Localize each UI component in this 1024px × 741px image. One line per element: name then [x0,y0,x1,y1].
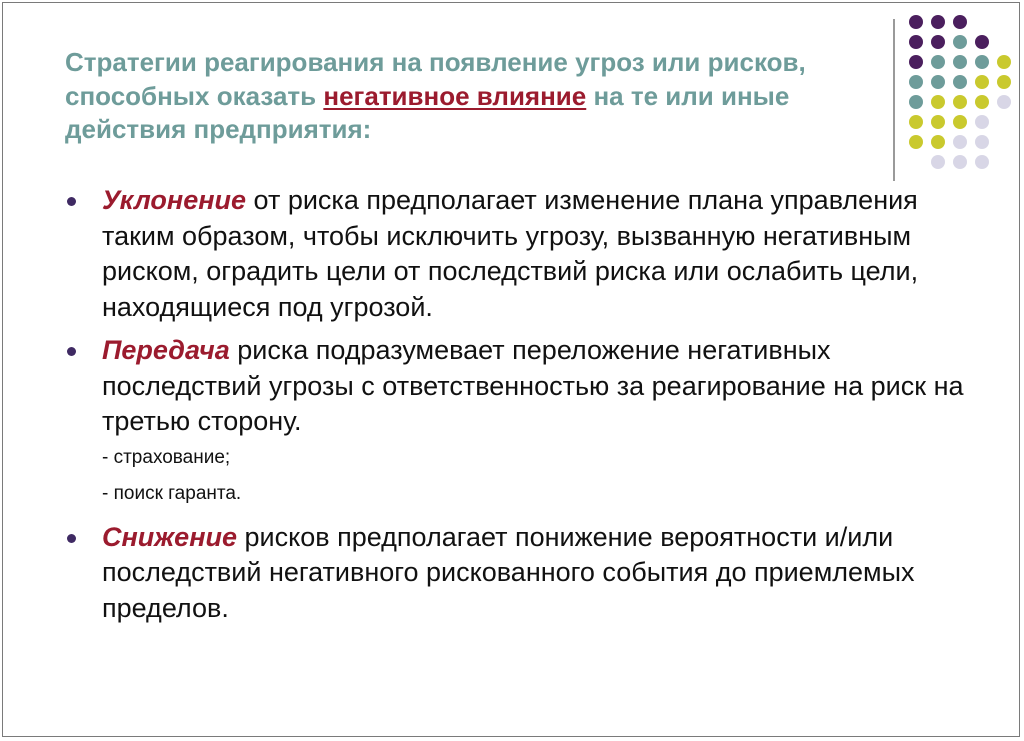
bullet-term: Передача [102,335,230,365]
dot [909,75,923,89]
title-part-1: Стратегии реагирования на появление угроз или рисков, способных оказать [65,47,806,111]
dot [931,95,945,109]
dot [975,35,989,49]
dot [909,115,923,129]
dot [909,15,923,29]
dot [931,35,945,49]
dot [953,155,967,169]
title-part-2: на те или иные действия предприятия: [65,80,790,144]
bullet-term: Снижение [102,521,238,552]
dot [997,75,1011,89]
bullet-icon [67,347,76,356]
dot [975,155,989,169]
dot [931,55,945,69]
dot [909,35,923,49]
dot [975,55,989,69]
decorative-divider [893,19,895,181]
bullet-icon [67,197,76,206]
sub-item-guarantor: - поиск гаранта. [102,482,242,504]
dot [997,55,1011,69]
dot [953,95,967,109]
bullet-text: рисков предполагает понижение вероятности и/или последствий негативного рискованного события до приемлемых пределов. [102,521,915,623]
dot [953,115,967,129]
bullet-term: Уклонение [102,185,247,215]
bullet-text: риска подразумевает переложение негативных последствий угрозы с ответственностью за реагирование на риск на третью сторону. [102,335,964,436]
bullet-text: от риска предполагает изменение плана управления таким образом, чтобы исключить угрозу, вызванную негативным риском, оградить цели от последствий риска или ослабить цели, находящиеся под угрозой. [102,185,919,322]
dot [953,135,967,149]
bullet-item-mitigation [65,520,985,627]
dot [975,115,989,129]
bullet-icon [67,534,76,543]
dot [953,75,967,89]
dot [975,75,989,89]
bullet-list [65,183,985,626]
dot [931,115,945,129]
bullet-item-transfer [65,333,985,440]
dot [975,135,989,149]
title-highlight: негативное влияние [323,80,587,111]
bullet-item-avoidance [65,183,985,325]
dot [909,135,923,149]
dot [975,95,989,109]
dot [931,155,945,169]
sub-item-insurance: - страхование; [102,446,231,468]
dot [953,35,967,49]
slide-title [65,46,885,147]
slide [2,2,1020,737]
dot [931,135,945,149]
dot [997,95,1011,109]
dot [931,15,945,29]
dot [953,55,967,69]
dot [953,15,967,29]
dot [909,95,923,109]
dot [909,55,923,69]
dot [931,75,945,89]
